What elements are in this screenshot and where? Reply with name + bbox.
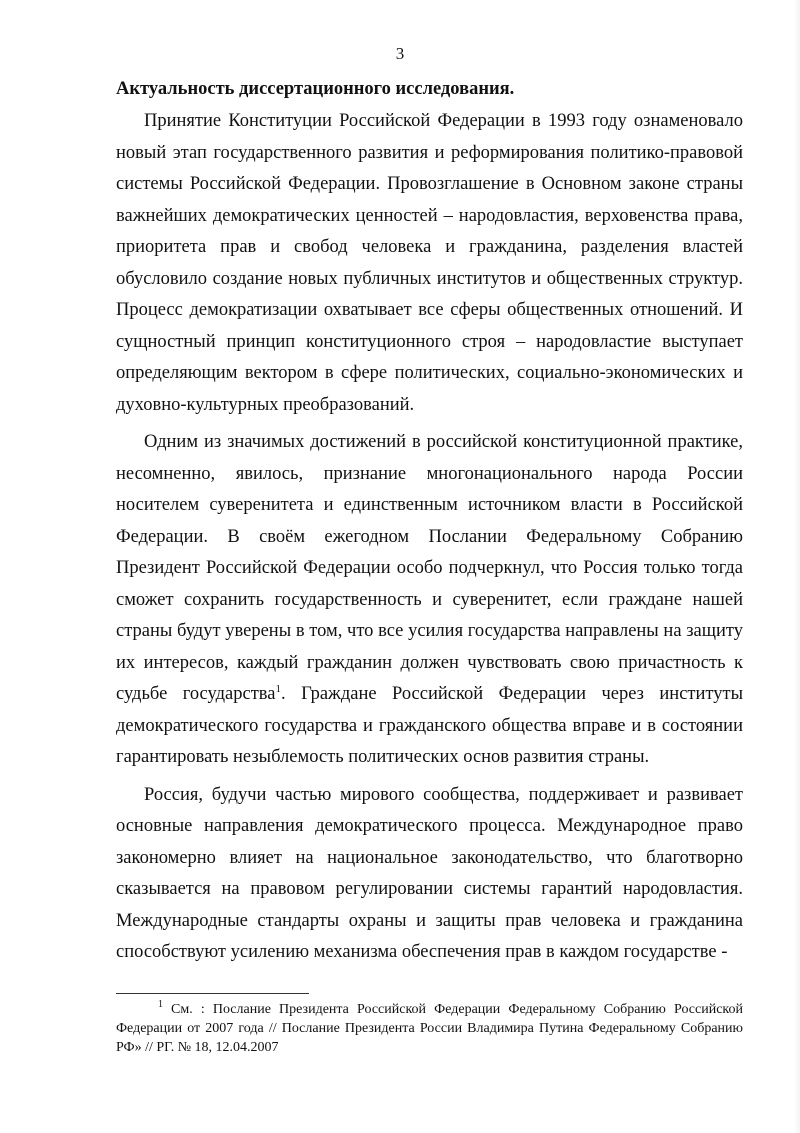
footnote-text: См. : Послание Президента Российской Федерации Федеральному Собранию Российской Федерации от 2007 года // Послание Президента России Владимира Путина Федеральному Собранию РФ» // РГ. № 18, 12.04.2007 [116,1002,743,1055]
page-number: 3 [395,44,405,63]
footnote-divider [116,993,309,994]
scan-edge [794,0,800,1133]
paragraph-1: Принятие Конституции Российской Федерации в 1993 году ознаменовало новый этап государственного развития и реформирования политико-правовой системы Российской Федерации. Провозглашение в Основном законе страны важнейших демократических ценностей – народовластия, верховенства права, приоритета прав и свобод человека и гражданина, разделения властей обусловило создание новых публичных институтов и общественных структур. Процесс демократизации охватывает все сферы общественных отношений. И сущностный принцип конституционного строя – народовластие выступает определяющим вектором в сфере политических, социально-экономических и духовно-культурных преобразований. [116,111,743,415]
document-body [116,76,743,975]
paragraph-3: Россия, будучи частью мирового сообщества, поддерживает и развивает основные направления демократического процесса. Международное право закономерно влияет на национальное законодательство, что благотворно сказывается на правовом регулировании системы гарантий народовластия. Международные стандарты охраны и защиты прав человека и гражданина способствуют усилению механизма обеспечения прав в каждом государстве - [116,784,743,962]
footnote-reference: 1 [275,682,281,695]
footnote-marker: 1 [158,999,163,1011]
paragraph-2 [116,427,743,774]
section-heading: Актуальность диссертационного исследования. [116,79,515,99]
footnote [116,1000,743,1057]
paragraph-2-text-a: Одним из значимых достижений в российской конституционной практике, несомненно, явилось, признание многонационального народа России носителем суверенитета и единственным источником власти в Российской Федерации. В своём ежегодном Послании Федеральному Собранию Президент Российской Федерации особо подчеркнул, что Россия только тогда сможет сохранить государственность и суверенитет, если граждане нашей страны будут уверены в том, что все усилия государства направлены на защиту их интересов, каждый гражданин должен чувствовать свою причастность к судьбе государства [116,432,743,704]
paragraph-2-text-b: . Граждане Российской Федерации через институты демократического государства и гражданского общества вправе и в состоянии гарантировать незыблемость политических основ развития страны. [116,684,744,767]
